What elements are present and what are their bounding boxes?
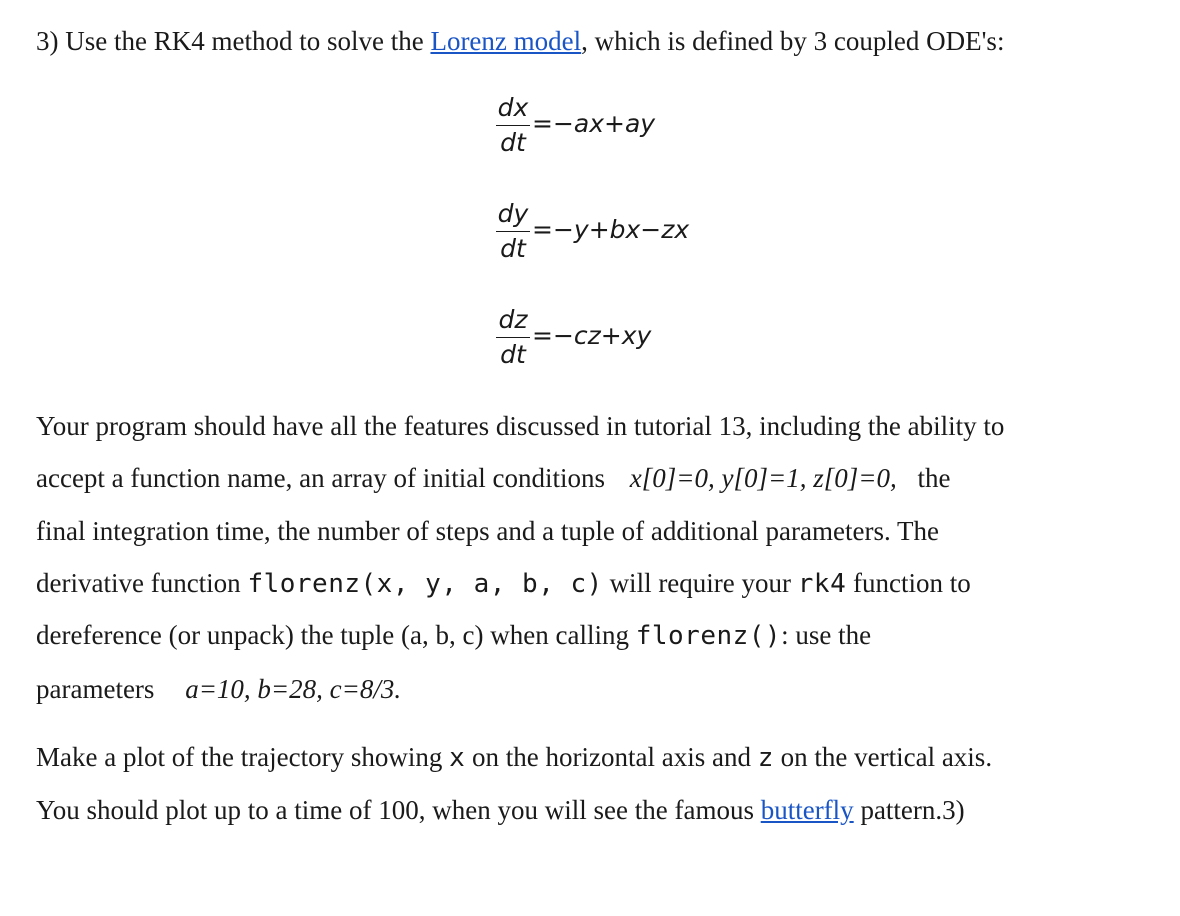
x-code: x [449,743,466,773]
rk4-code: rk4 [797,569,847,599]
fraction-dx-dt [496,93,530,158]
line-text: function to [846,568,971,598]
equation-dy-dt [496,196,689,266]
paragraph2-line1 [36,744,992,771]
fraction-numerator: dz [498,304,528,334]
florenz-call-code: florenz() [635,621,782,651]
fraction-dy-dt [496,199,530,264]
lorenz-model-link[interactable]: Lorenz model [430,26,582,56]
equation-rhs: =−y+bx−zx [532,214,690,244]
heading-suffix: , which is defined by 3 coupled ODE's: [581,26,1005,56]
line-text: parameters [36,674,155,704]
line-text: accept a function name, an array of initial conditions [36,463,606,493]
line-text-end: the [917,463,951,493]
line-text: will require your [602,568,798,598]
fraction-numerator: dy [497,198,529,228]
line-text: : use the [781,620,872,650]
fraction-bar [496,231,530,232]
problem-heading [36,28,1004,55]
butterfly-link[interactable]: butterfly [760,795,854,825]
florenz-signature-code: florenz(x, y, a, b, c) [247,569,603,599]
fraction-bar [496,125,530,126]
line-text: dereference (or unpack) the tuple (a, b, c) when calling [36,620,636,650]
z-code: z [757,743,774,773]
line-text: on the vertical axis. [773,742,993,772]
line-text: on the horizontal axis and [465,742,758,772]
paragraph1-line1: Your program should have all the features discussed in tutorial 13, including the ability to [36,411,1005,441]
line-text: You should plot up to a time of 100, when you will see the famous [36,795,761,825]
equation-rhs: =−ax+ay [532,108,656,138]
fraction-dz-dt [496,305,530,370]
paragraph1-line5 [36,622,871,649]
equation-dz-dt [496,302,651,372]
fraction-denominator: dt [500,127,526,157]
paragraph1-line3: final integration time, the number of steps and a tuple of additional parameters. The [36,516,939,546]
fraction-denominator: dt [500,233,526,263]
fraction-numerator: dx [497,92,529,122]
fraction-denominator: dt [500,339,526,369]
paragraph1-line4 [36,570,971,597]
paragraph1-line2 [36,465,950,492]
line-text: derivative function [36,568,248,598]
equation-dx-dt [496,90,655,160]
paragraph2-line2 [36,797,965,824]
paragraph1-line6 [36,676,401,703]
parameters-math: a=10, b=28, c=8/3. [185,674,402,704]
fraction-bar [496,337,530,338]
equation-rhs: =−cz+xy [532,320,652,350]
initial-conditions-math: x[0]=0, y[0]=1, z[0]=0, [629,463,897,493]
line-text: Make a plot of the trajectory showing [36,742,450,772]
line-text: pattern.3) [853,795,965,825]
heading-prefix: 3) Use the RK4 method to solve the [36,26,431,56]
